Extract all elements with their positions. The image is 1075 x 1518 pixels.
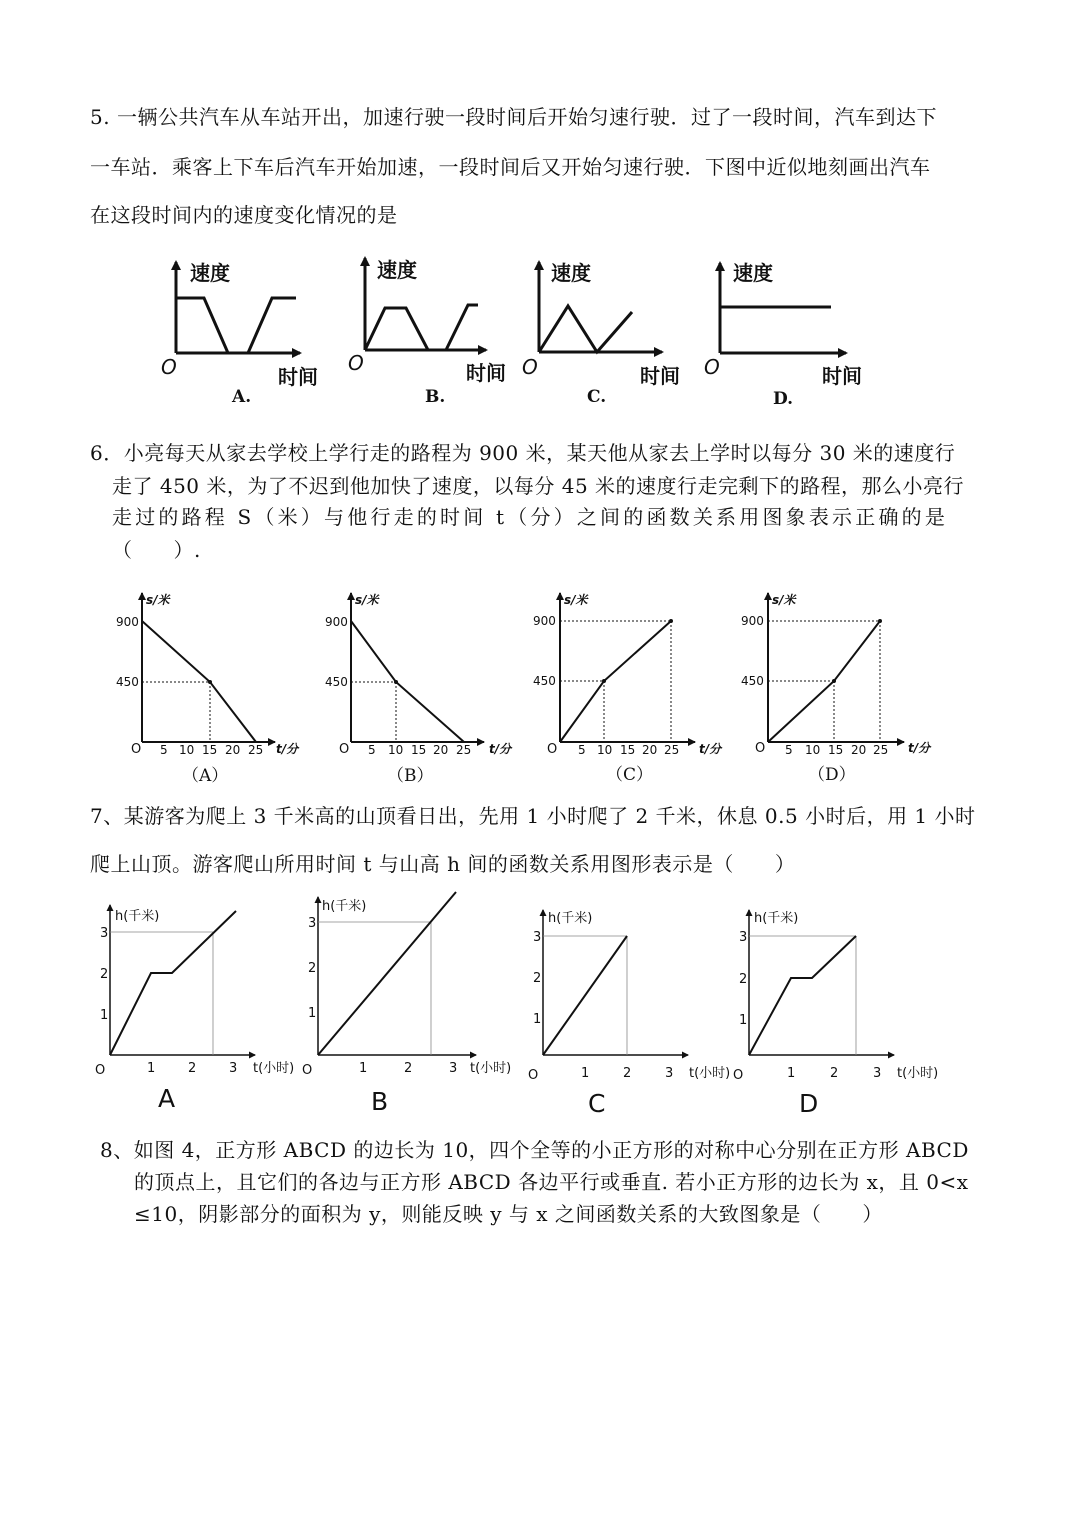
q6-a-xtick-5: 5 — [160, 743, 168, 757]
q7-b-ytick-1: 1 — [308, 1006, 317, 1021]
q6-a-ytick-450: 450 — [116, 675, 139, 689]
q7-d-xlabel: t(小时) — [897, 1066, 939, 1081]
q7-a-label: A — [158, 1084, 176, 1113]
q8-line-2: 的顶点上，且它们的各边与正方形 ABCD 各边平行或垂直. 若小正方形的边长为 x，且 0<x — [134, 1170, 969, 1194]
q6-graph-b — [325, 593, 513, 786]
q7-a-ylabel: h(千米) — [115, 909, 160, 924]
q7-a-origin: O — [95, 1063, 106, 1078]
q7-a-xlabel: t(小时) — [253, 1061, 295, 1076]
q6-b-ytick-450: 450 — [325, 675, 348, 689]
q6-c-xtick-10: 10 — [597, 743, 613, 757]
q7-c-xtick-2: 2 — [623, 1066, 632, 1081]
q7-c-xtick-3: 3 — [665, 1066, 674, 1081]
q6-a-xtick-20: 20 — [225, 743, 241, 757]
q6-c-xtick-20: 20 — [642, 743, 658, 757]
q6-d-label: （D） — [808, 765, 856, 785]
q7-b-xlabel: t(小时) — [470, 1061, 512, 1076]
q5-c-ylabel: 速度 — [551, 261, 591, 285]
q5-b-xlabel: 时间 — [466, 361, 506, 385]
q7-b-origin: O — [302, 1063, 313, 1078]
q5-graph-d — [704, 261, 862, 409]
q5-c-origin: O — [522, 355, 538, 379]
q7-d-ytick-1: 1 — [739, 1013, 748, 1028]
q7-graph-b — [302, 892, 511, 1116]
q7-b-xtick-2: 2 — [404, 1061, 413, 1076]
q7-c-xlabel: t(小时) — [689, 1066, 731, 1081]
q5-line-2: 一车站．乘客上下车后汽车开始加速，一段时间后又开始匀速行驶．下图中近似地刻画出汽车 — [90, 155, 931, 179]
q5-a-xlabel: 时间 — [278, 365, 318, 389]
q6-d-xtick-20: 20 — [851, 743, 867, 757]
q6-c-label: （C） — [606, 765, 654, 785]
q6-a-xtick-10: 10 — [179, 743, 195, 757]
q6-graph-c — [533, 593, 723, 785]
q7-c-xtick-1: 1 — [581, 1066, 590, 1081]
q6-b-ytick-900: 900 — [325, 615, 348, 629]
q7-a-xtick-2: 2 — [188, 1061, 197, 1076]
q7-a-xtick-1: 1 — [147, 1061, 156, 1076]
q5-graph-a — [161, 261, 318, 407]
q7-c-ytick-1: 1 — [533, 1012, 542, 1027]
q6-c-xlabel: t/分 — [699, 742, 722, 756]
q8-line-1: 8、如图 4，正方形 ABCD 的边长为 10，四个全等的小正方形的对称中心分别在正方形 ABCD — [100, 1138, 969, 1162]
q7-a-ytick-1: 1 — [100, 1008, 109, 1023]
q6-a-xtick-15: 15 — [202, 743, 218, 757]
q6-a-ytick-900: 900 — [116, 615, 139, 629]
q5-d-origin: O — [704, 355, 720, 379]
q5-d-ylabel: 速度 — [733, 261, 773, 285]
q6-c-xtick-15: 15 — [620, 743, 636, 757]
q6-graph-a — [116, 593, 300, 786]
q7-b-ytick-2: 2 — [308, 961, 317, 976]
q6-c-ytick-900: 900 — [533, 614, 556, 628]
q6-d-ylabel: s/米 — [772, 593, 796, 607]
q5-b-label: B. — [425, 387, 446, 407]
q5-line-3: 在这段时间内的速度变化情况的是 — [90, 203, 398, 227]
q5-b-origin: O — [348, 351, 364, 375]
q5-b-ylabel: 速度 — [377, 258, 417, 282]
q6-b-xtick-25: 25 — [456, 743, 472, 757]
q7-d-origin: O — [733, 1068, 744, 1083]
q7-b-xtick-3: 3 — [449, 1061, 458, 1076]
q7-d-ylabel: h(千米) — [754, 911, 799, 926]
q6-c-ytick-450: 450 — [533, 674, 556, 688]
q7-d-label: D — [799, 1089, 819, 1118]
q6-d-ytick-900: 900 — [741, 614, 764, 628]
q8-line-3: ≤10，阴影部分的面积为 y，则能反映 y 与 x 之间函数关系的大致图象是（ ） — [134, 1202, 883, 1226]
q7-b-label: B — [371, 1087, 389, 1116]
q7-a-xtick-3: 3 — [229, 1061, 238, 1076]
q7-a-ytick-3: 3 — [100, 926, 109, 941]
q6-a-origin: O — [131, 742, 142, 757]
q6-b-xlabel: t/分 — [489, 742, 512, 756]
q7-line-1: 7、某游客为爬上 3 千米高的山顶看日出，先用 1 小时爬了 2 千米，休息 0.5 小时后，用 1 小时 — [90, 804, 976, 828]
q6-c-origin: O — [547, 742, 558, 757]
q6-b-xtick-15: 15 — [411, 743, 427, 757]
q7-graph-d — [733, 910, 938, 1118]
q6-d-xtick-15: 15 — [828, 743, 844, 757]
q6-a-xlabel: t/分 — [276, 742, 299, 756]
q6-a-label: （A） — [182, 766, 229, 786]
q6-graphs — [0, 585, 1075, 785]
q6-line-2: 走了 450 米，为了不迟到他加快了速度，以每分 45 米的速度行走完剩下的路程，那么小亮行 — [112, 474, 965, 498]
q6-b-xtick-20: 20 — [433, 743, 449, 757]
q7-d-ytick-3: 3 — [739, 930, 748, 945]
q6-a-ylabel: s/米 — [146, 593, 170, 607]
q7-b-xtick-1: 1 — [359, 1061, 368, 1076]
q6-b-label: （B） — [387, 766, 434, 786]
q6-d-xtick-25: 25 — [873, 743, 889, 757]
q6-graph-d — [741, 593, 932, 785]
q6-d-xlabel: t/分 — [908, 741, 931, 755]
q5-c-xlabel: 时间 — [640, 364, 680, 388]
q5-graph-b — [348, 258, 506, 407]
q7-d-xtick-3: 3 — [873, 1066, 882, 1081]
q6-d-xtick-10: 10 — [805, 743, 821, 757]
q7-d-xtick-1: 1 — [787, 1066, 796, 1081]
q7-c-origin: O — [528, 1068, 539, 1083]
q7-c-ytick-3: 3 — [533, 930, 542, 945]
q6-line-4: （ ）. — [112, 538, 201, 562]
q7-graph-a — [95, 905, 294, 1113]
q7-graph-c — [528, 910, 730, 1118]
q6-d-xtick-5: 5 — [785, 743, 793, 757]
q6-c-xtick-25: 25 — [664, 743, 680, 757]
q7-c-ylabel: h(千米) — [548, 911, 593, 926]
q7-c-label: C — [588, 1089, 606, 1118]
q6-b-origin: O — [339, 742, 350, 757]
q5-line-1: 5. 一辆公共汽车从车站开出，加速行驶一段时间后开始匀速行驶．过了一段时间，汽车到达下 — [90, 105, 937, 129]
q7-d-ytick-2: 2 — [739, 972, 748, 987]
q6-line-1: 6．小亮每天从家去学校上学行走的路程为 900 米，某天他从家去上学时以每分 30 米的速度行 — [90, 441, 956, 465]
q5-c-label: C. — [587, 387, 607, 407]
q6-d-ytick-450: 450 — [741, 674, 764, 688]
q7-a-ytick-2: 2 — [100, 967, 109, 982]
q7-c-ytick-2: 2 — [533, 971, 542, 986]
q6-a-xtick-25: 25 — [248, 743, 264, 757]
q7-line-2: 爬上山顶。游客爬山所用时间 t 与山高 h 间的函数关系用图形表示是（ ） — [90, 852, 796, 876]
q5-d-xlabel: 时间 — [822, 364, 862, 388]
q6-c-ylabel: s/米 — [564, 593, 588, 607]
q5-a-label: A. — [232, 387, 252, 407]
q5-d-label: D. — [773, 389, 794, 409]
q7-b-ylabel: h(千米) — [322, 899, 367, 914]
q7-d-xtick-2: 2 — [830, 1066, 839, 1081]
q5-graph-c — [522, 261, 680, 407]
q6-b-ylabel: s/米 — [355, 593, 379, 607]
q5-graphs — [0, 250, 1075, 410]
q7-graphs — [0, 885, 1075, 1125]
q5-a-ylabel: 速度 — [190, 261, 230, 285]
q6-b-xtick-5: 5 — [368, 743, 376, 757]
q7-b-ytick-3: 3 — [308, 916, 317, 931]
q6-line-3: 走过的路程 S（米）与他行走的时间 t（分）之间的函数关系用图象表示正确的是 — [112, 505, 949, 529]
q6-c-xtick-5: 5 — [578, 743, 586, 757]
q6-b-xtick-10: 10 — [388, 743, 404, 757]
q6-d-origin: O — [755, 741, 766, 756]
q5-a-origin: O — [161, 355, 177, 379]
